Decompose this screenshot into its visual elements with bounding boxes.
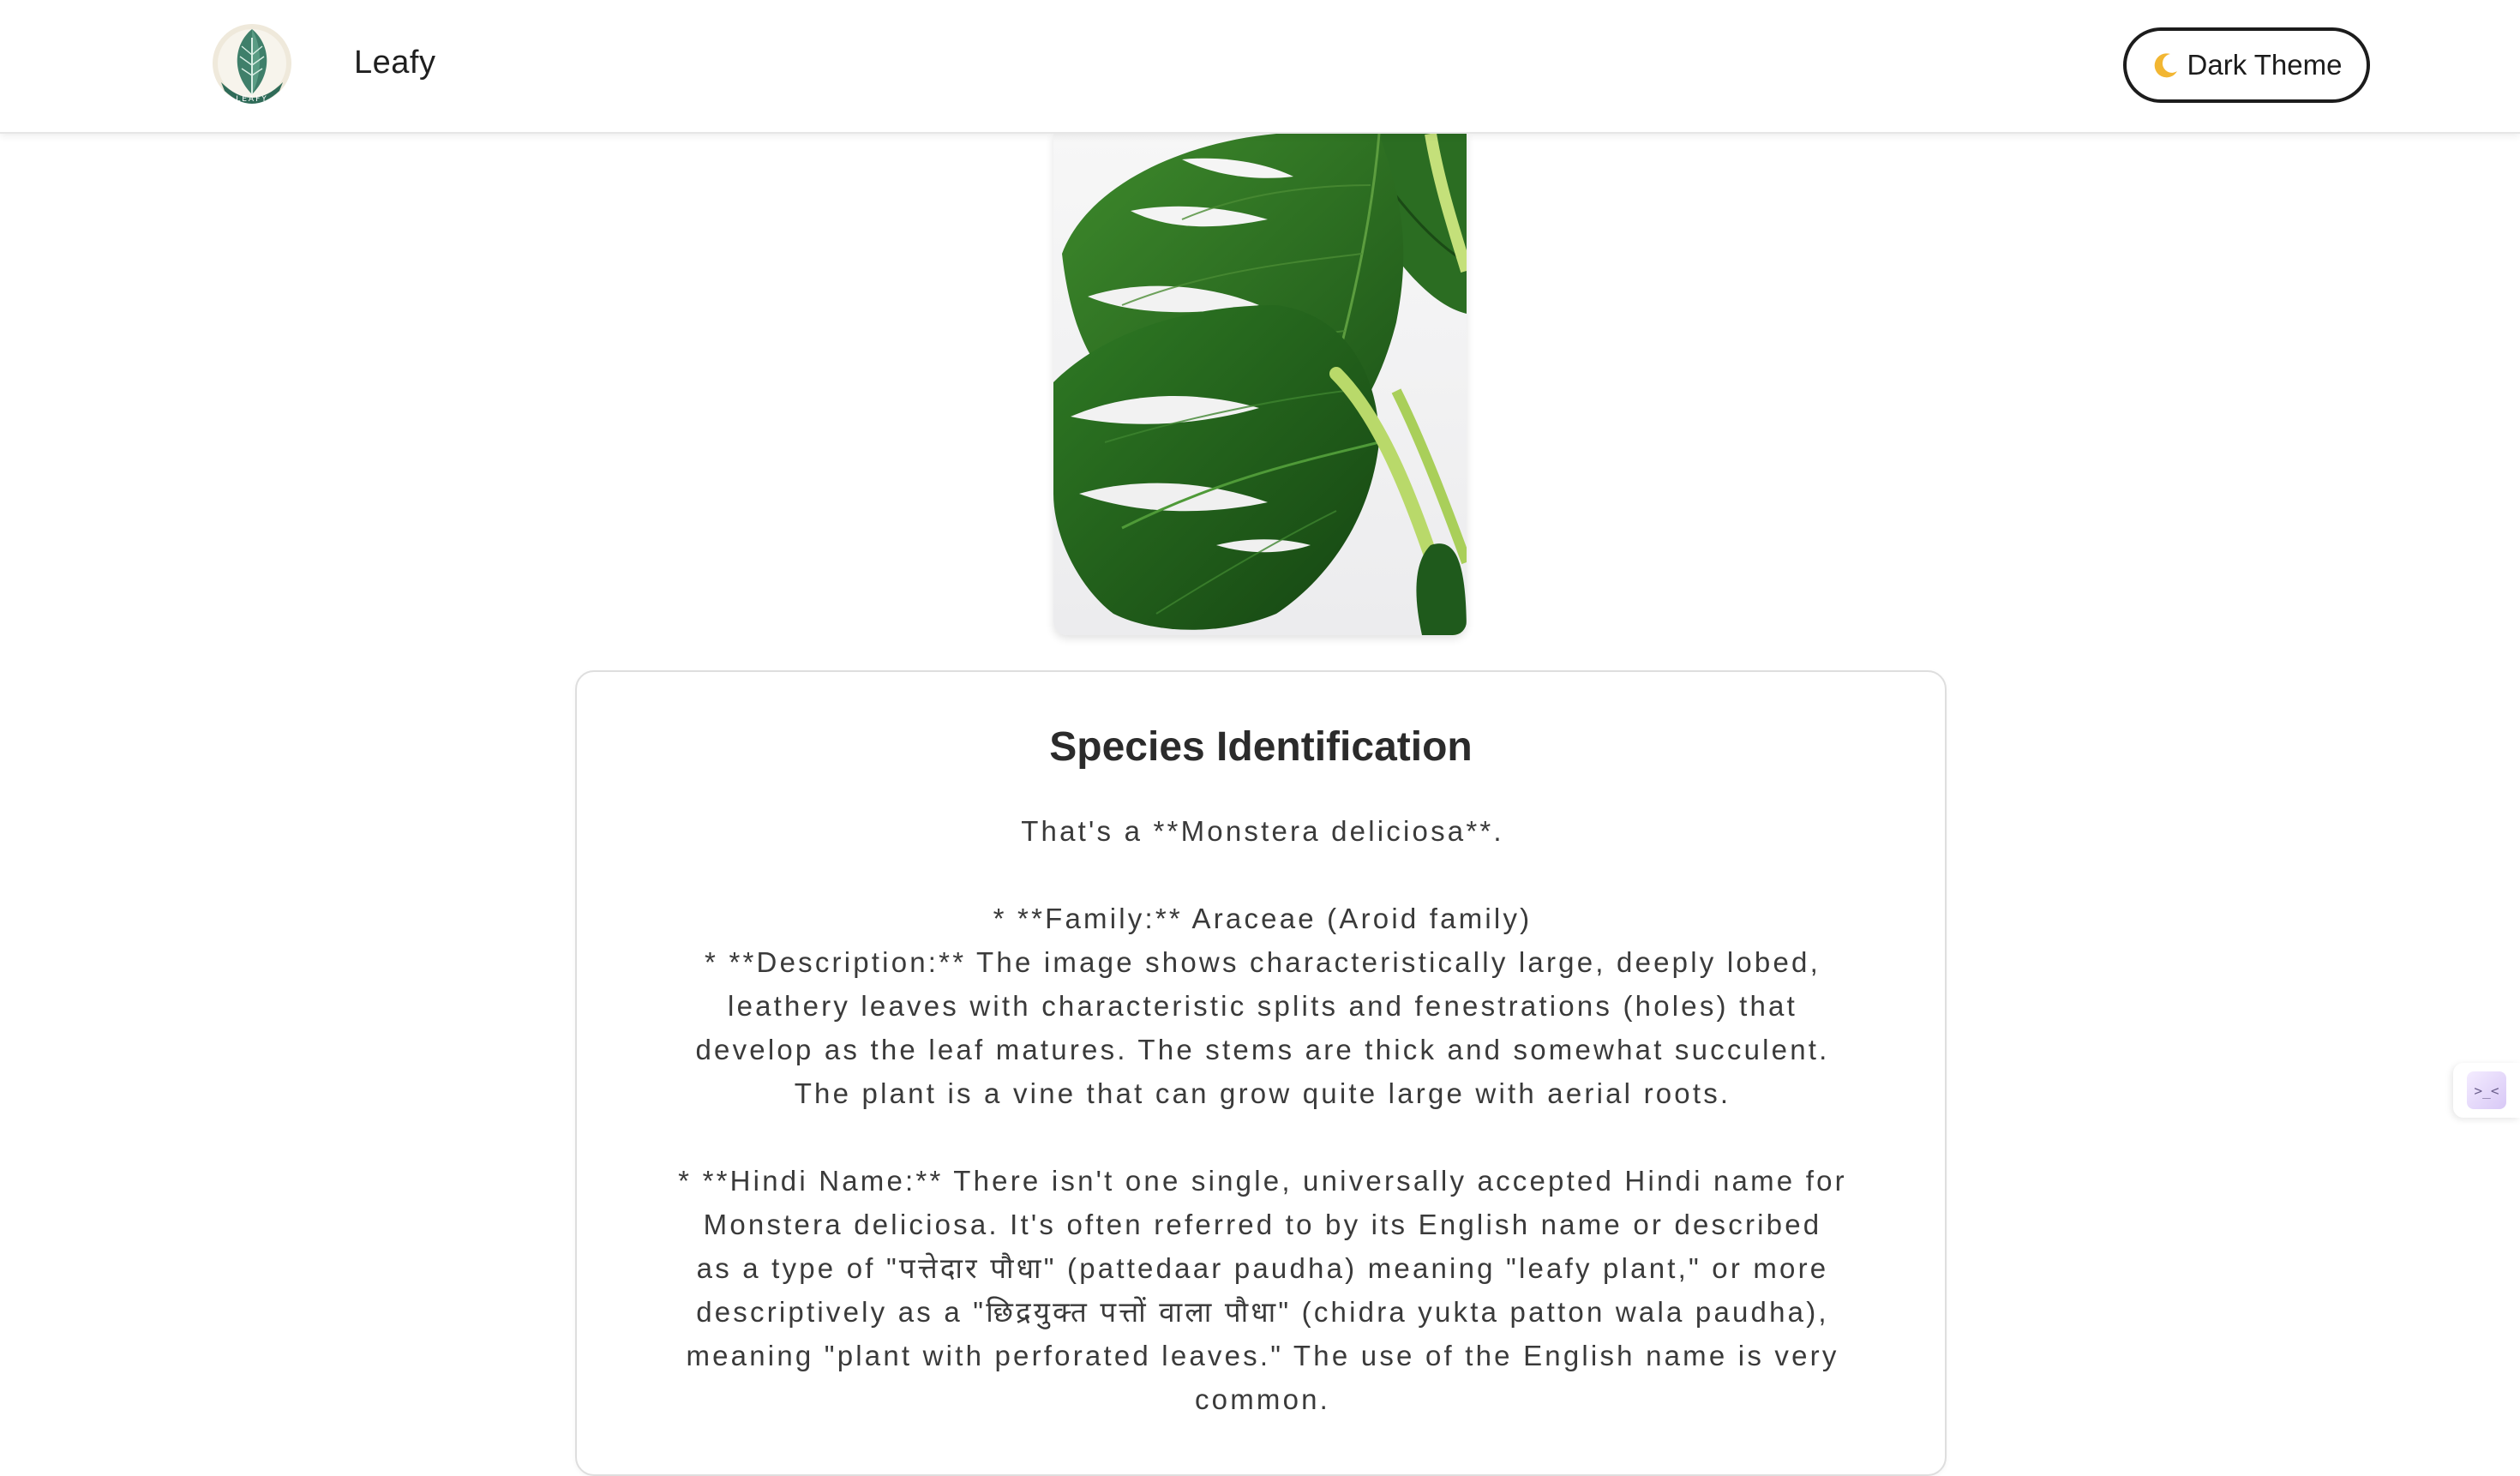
result-paragraph-family-description: * **Family:** Araceae (Aroid family) * **Description:** The image shows characteristically large, deeply lobed, leathery leaves with characteristic splits and fenestrations (holes) that develop as the leaf matures. The stems are thick and somewhat succulent. The plant is a vine that can grow quite large with aerial roots. [695,903,1830,1109]
dark-theme-toggle-button[interactable] [2123,27,2370,103]
plant-photo [1053,134,1467,635]
brand-name[interactable]: Leafy [354,45,436,81]
top-navbar [0,0,2520,134]
assistant-side-widget[interactable] [2453,1063,2520,1118]
species-identification-title: Species Identification [1049,724,1473,770]
assistant-widget-icon: >_< [2467,1071,2506,1109]
uploaded-plant-image [1053,134,1467,635]
result-paragraph-summary: That's a **Monstera deliciosa**. [1021,815,1504,847]
result-paragraph-hindi-name: * **Hindi Name:** There isn't one single, universally accepted Hindi name for Monstera deliciosa. It's often referred to by its English name or described as a type of "पत्तेदार पौधा" (pattedaar paudha) meaning "leafy plant," or more descriptively as a "छिद्रयुक्त पत्तों वाला पौधा" (chidra yukta patton wala paudha), meaning "plant with perforated leaves." The use of the English name is very common. [678,1165,1847,1415]
dark-theme-label: Dark Theme [2187,49,2343,81]
leafy-logo-icon[interactable] [211,21,293,111]
species-identification-card [575,670,1947,1476]
moon-icon [2151,51,2181,80]
svg-text:LEAFY: LEAFY [236,95,268,104]
identification-result-text [628,809,1897,1421]
